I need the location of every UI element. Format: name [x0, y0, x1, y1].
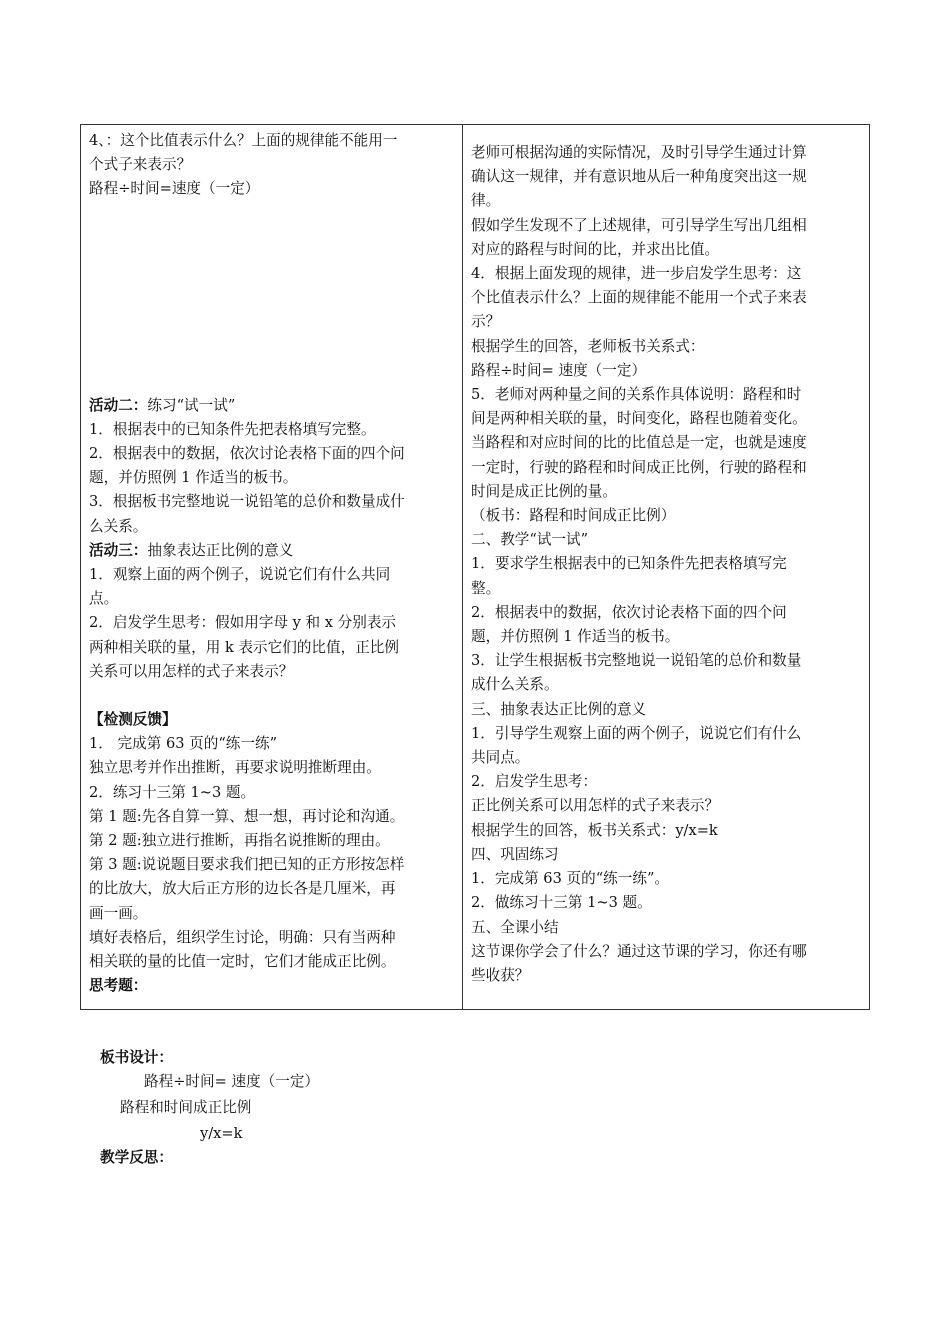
- text-line: 成什么关系。: [471, 676, 559, 694]
- activity2-title: 练习“试一试”: [147, 396, 236, 414]
- text-line: 示？: [471, 313, 501, 331]
- lesson-table: [80, 124, 870, 1010]
- text-line: 1．观察上面的两个例子，说说它们有什么共同: [89, 566, 391, 584]
- text-line: 对应的路程与时间的比，并求出比值。: [471, 240, 720, 258]
- think-heading: 思考题：: [89, 977, 148, 995]
- text-line: 些收获？: [471, 966, 530, 984]
- text-line: 一定时，行驶的路程和时间成正比例，行驶的路程和: [471, 458, 807, 476]
- text-line: 2．做练习十三第 1~3 题。: [471, 894, 652, 912]
- text-line: 这节课你学会了什么？通过这节课的学习，你还有哪: [471, 942, 807, 960]
- text-line: 相关联的量的比值一定时，它们才能成正比例。: [89, 953, 396, 971]
- text-line: 根据学生的回答，板书关系式：y/x=k: [471, 821, 718, 839]
- text-line: 1．要求学生根据表中的已知条件先把表格填写完: [471, 555, 787, 573]
- text-line: 第 3 题:说说题目要求我们把已知的正方形按怎样: [89, 856, 405, 874]
- text-line: 点。: [89, 590, 119, 608]
- text-line: 么关系。: [89, 517, 148, 535]
- text-line: 间是两种相关联的量，时间变化，路程也随着变化。: [471, 410, 807, 428]
- text-line: 三、抽象表达正比例的意义: [471, 700, 647, 718]
- text-line: 题，并仿照例 1 作适当的板书。: [471, 628, 680, 646]
- text-line: 时间是成正比例的量。: [471, 482, 617, 500]
- text-line: 3．根据板书完整地说一说铅笔的总价和数量成什: [89, 493, 405, 511]
- text-line: 1．完成第 63 页的“练一练”。: [471, 870, 669, 888]
- text-line: 1．根据表中的已知条件先把表格填写完整。: [89, 420, 376, 438]
- text-line: 5．老师对两种量之间的关系作具体说明：路程和时: [471, 386, 802, 404]
- text-line: 关系可以用怎样的式子来表示？: [89, 662, 294, 680]
- text-line: 律。: [471, 192, 501, 210]
- text-line: 1． 完成第 63 页的“练一练”: [89, 735, 278, 753]
- text-line: 1．引导学生观察上面的两个例子，说说它们有什么: [471, 724, 802, 742]
- text-line: 整。: [471, 579, 501, 597]
- activity2-label: 活动二：: [89, 396, 148, 414]
- text-line: 2．根据表中的数据，依次讨论表格下面的四个问: [89, 445, 405, 463]
- text-line: 2．启发学生思考：: [471, 773, 598, 791]
- board-line-2: 路程和时间成正比例: [120, 1099, 252, 1116]
- text-line: 路程÷时间= 速度（一定）: [471, 361, 647, 379]
- text-line: （板书：路程和时间成正比例）: [471, 507, 676, 525]
- text-line: 正比例关系可以用怎样的式子来表示？: [471, 797, 720, 815]
- reflection-title: 教学反思：: [100, 1149, 173, 1166]
- text-line: 4．根据上面发现的规律，进一步启发学生思考：这: [471, 265, 802, 283]
- text-line: 个式子来表示？: [89, 156, 192, 174]
- text-line: 五、全课小结: [471, 918, 559, 936]
- activity3-title: 抽象表达正比例的意义: [147, 541, 294, 559]
- text-line: 题，并仿照例 1 作适当的板书。: [89, 469, 298, 487]
- text-line: 的比放大，放大后正方形的边长各是几厘米，再: [89, 880, 396, 898]
- text-line: 填好表格后，组织学生讨论，明确：只有当两种: [89, 928, 396, 946]
- text-line: 3．让学生根据板书完整地说一说铅笔的总价和数量: [471, 652, 802, 670]
- text-line: 确认这一规律，并有意识地从后一种角度突出这一规: [471, 168, 807, 186]
- right-column: [463, 125, 869, 1009]
- text-line: 2．练习十三第 1~3 题。: [89, 783, 256, 801]
- text-line: 二、教学“试一试”: [471, 531, 589, 549]
- text-line: 2．根据表中的数据，依次讨论表格下面的四个问: [471, 603, 787, 621]
- activity2-heading: [89, 394, 454, 418]
- text-line: 路程÷时间=速度（一定）: [89, 180, 260, 198]
- board-title: 板书设计：: [100, 1049, 173, 1066]
- text-line: 4、：这个比值表示什么？上面的规律能不能用一: [89, 132, 398, 149]
- text-line: 独立思考并作出推断，再要求说明推断理由。: [89, 759, 381, 777]
- text-line: 第 2 题:独立进行推断，再指名说推断的理由。: [89, 832, 390, 850]
- text-line: 第 1 题:先各自算一算、想一想，再讨论和沟通。: [89, 807, 405, 825]
- text-line: 两种相关联的量，用 k 表示它们的比值，正比例: [89, 638, 399, 656]
- text-line: 假如学生发现不了上述规律，可引导学生写出几组相: [471, 216, 807, 234]
- activity3-label: 活动三：: [89, 541, 148, 559]
- text-line: 当路程和对应时间的比的比值总是一定，也就是速度: [471, 434, 807, 452]
- text-line: 共同点。: [471, 749, 530, 767]
- spacer: [89, 202, 454, 394]
- board-line-3: y/x=k: [200, 1125, 243, 1142]
- feedback-heading: 【检测反馈】: [89, 711, 177, 729]
- left-column: [81, 125, 463, 1009]
- spacer: [89, 684, 454, 708]
- text-line: 老师可根据沟通的实际情况，及时引导学生通过计算: [471, 144, 807, 161]
- text-line: 个比值表示什么？上面的规律能不能用一个式子来表: [471, 289, 807, 307]
- text-line: 2．启发学生思考：假如用字母 y 和 x 分别表示: [89, 614, 397, 632]
- text-line: 根据学生的回答，老师板书关系式：: [471, 337, 705, 355]
- text-line: 画一画。: [89, 904, 148, 922]
- board-line-1: 路程÷时间= 速度（一定）: [144, 1073, 320, 1090]
- activity3-heading: [89, 539, 454, 563]
- text-line: 四、巩固练习: [471, 845, 559, 863]
